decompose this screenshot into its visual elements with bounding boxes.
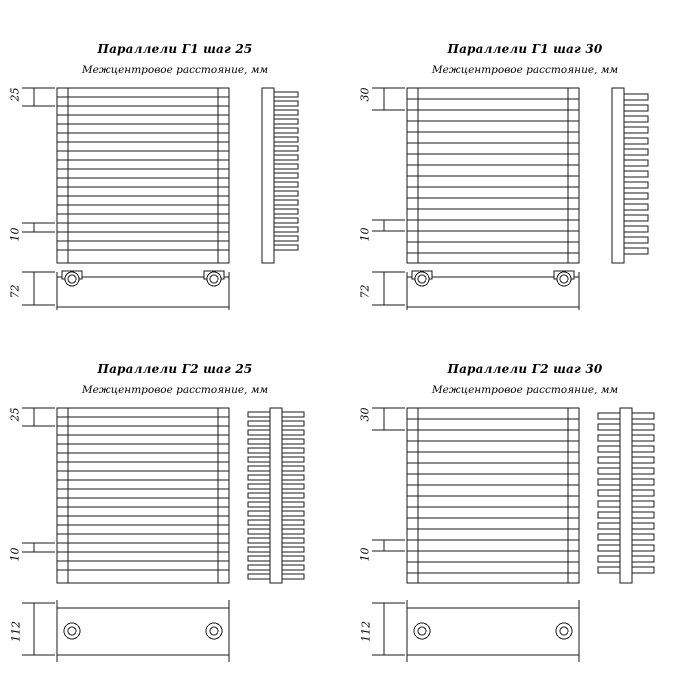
panel-subtitle: Межцентровое расстояние, мм bbox=[431, 384, 619, 396]
panel-g2-step30 bbox=[350, 350, 700, 700]
dimension-bottom: 72 bbox=[8, 284, 22, 299]
panel-subtitle: Межцентровое расстояние, мм bbox=[81, 384, 269, 396]
panel-g1-step30 bbox=[350, 0, 700, 350]
panel-title: Параллели Г1 шаг 30 bbox=[447, 42, 603, 56]
dimension-middle: 10 bbox=[8, 227, 22, 242]
dimension-middle: 10 bbox=[358, 547, 372, 562]
dimension-top: 25 bbox=[8, 407, 22, 422]
panel-g2-step25 bbox=[0, 350, 350, 700]
panel-subtitle: Межцентровое расстояние, мм bbox=[81, 64, 269, 76]
dimension-top: 30 bbox=[358, 87, 372, 102]
panel-title: Параллели Г1 шаг 25 bbox=[97, 42, 253, 56]
dimension-middle: 10 bbox=[8, 547, 22, 562]
dimension-top: 30 bbox=[358, 407, 372, 422]
dimension-middle: 10 bbox=[358, 227, 372, 242]
panel-g1-step25 bbox=[0, 0, 350, 350]
dimension-top: 25 bbox=[8, 87, 22, 102]
panel-title: Параллели Г2 шаг 25 bbox=[97, 362, 253, 376]
panel-drawing bbox=[350, 350, 700, 700]
panel-subtitle: Межцентровое расстояние, мм bbox=[431, 64, 619, 76]
panel-drawing bbox=[0, 350, 350, 700]
panel-title: Параллели Г2 шаг 30 bbox=[447, 362, 603, 376]
dimension-bottom: 72 bbox=[358, 284, 372, 299]
dimension-bottom: 112 bbox=[359, 621, 373, 642]
dimension-bottom: 112 bbox=[9, 621, 23, 642]
